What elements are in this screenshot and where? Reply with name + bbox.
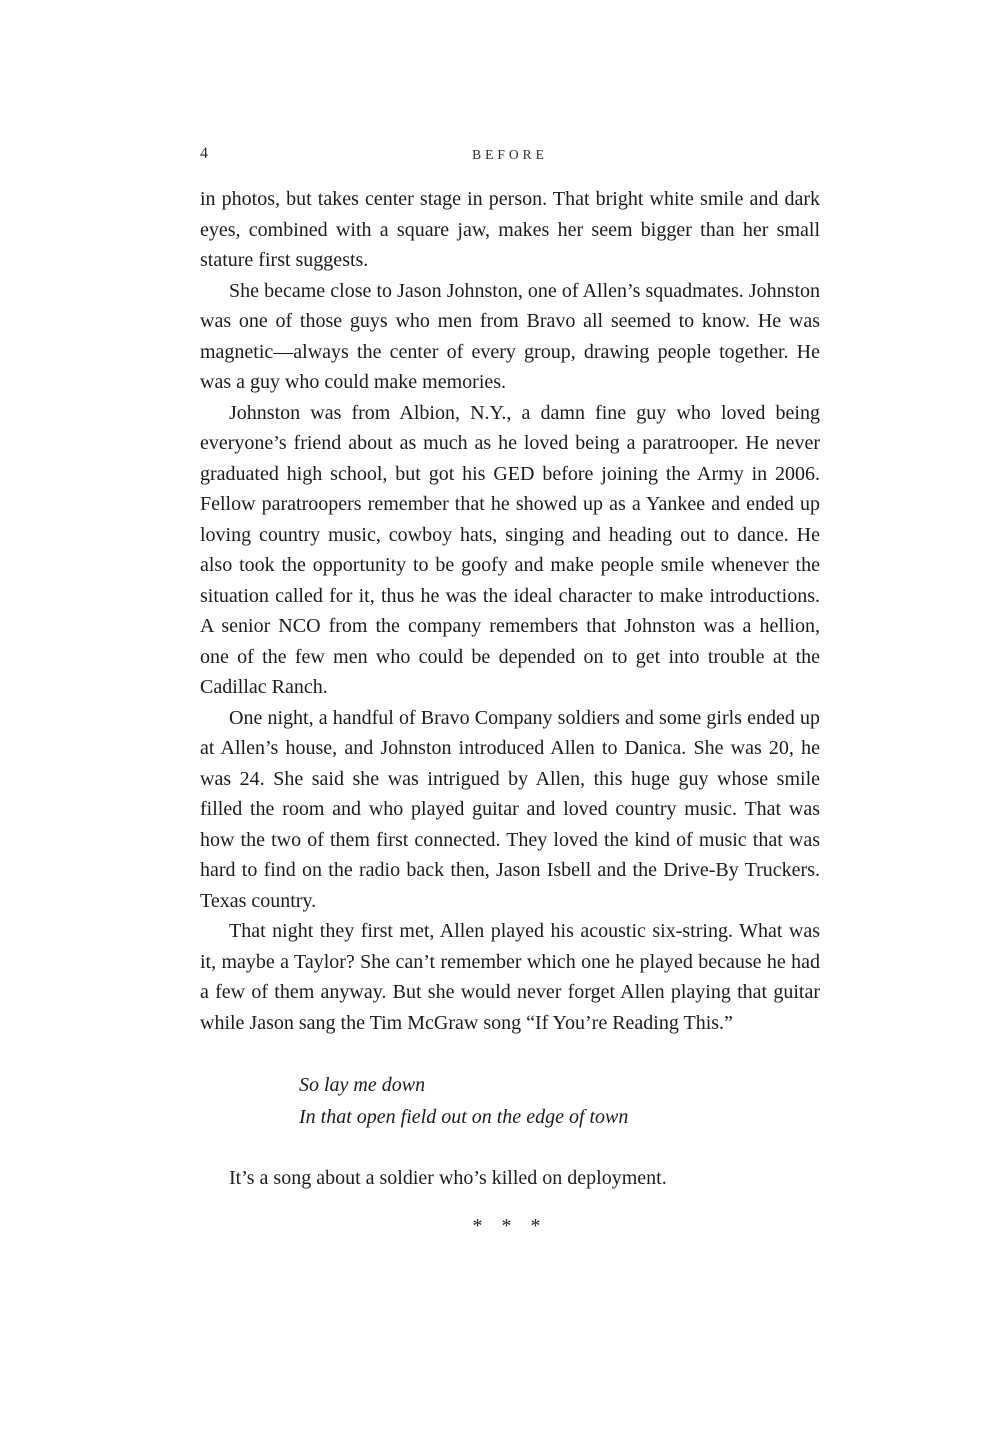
paragraph: One night, a handful of Bravo Company soldiers and some girls ended up at Allen’s house, and Johnston introduced Allen to Danica. She was 20, he was 24. She said she was intrigued by Allen, this huge guy whose smile filled the room and who played guitar and loved country music. That was how the two of them first connected. They loved the kind of music that was hard to find on the radio back then, Jason Isbell and the Drive-By Truckers. Texas country. bbox=[200, 706, 820, 912]
paragraph: That night they first met, Allen played his acoustic six-string. What was it, maybe a Taylor? She can’t remember which one he played because he had a few of them anyway. But she would never forget Allen playing that guitar while Jason sang the Tim McGraw song “If You’re Reading This.” bbox=[200, 920, 820, 1034]
section-break-asterisks: * * * bbox=[472, 1214, 548, 1237]
running-header-title: BEFORE bbox=[472, 147, 548, 162]
body-text bbox=[200, 184, 820, 1241]
paragraph: It’s a song about a soldier who’s killed on deployment. bbox=[229, 1167, 667, 1189]
paragraph: Johnston was from Albion, N.Y., a damn fine guy who loved being everyone’s friend about as much as he loved being a paratrooper. He never graduated high school, but got his GED before joining the Army in 2006. Fellow paratroopers remember that he showed up as a Yankee and ended up loving country music, cowboy hats, singing and heading out to dance. He also took the opportunity to be goofy and make people smile whenever the situation called for it, thus he was the ideal character to make introductions. A senior NCO from the company remembers that Johnston was a hellion, one of the few men who could be depended on to get into trouble at the Cadillac Ranch. bbox=[200, 401, 820, 698]
verse-line: In that open field out on the edge of town bbox=[299, 1106, 629, 1128]
paragraph: She became close to Jason Johnston, one of Allen’s squadmates. Johnston was one of those guys who men from Bravo all seemed to know. He was magnetic—always the center of every group, drawing people together. He was a guy who could make memories. bbox=[200, 279, 820, 393]
verse-quote bbox=[299, 1069, 820, 1133]
page-header bbox=[200, 143, 820, 165]
page-number: 4 bbox=[200, 145, 208, 162]
verse-line: So lay me down bbox=[299, 1074, 426, 1096]
paragraph: in photos, but takes center stage in person. That bright white smile and dark eyes, combined with a square jaw, makes her seem bigger than her small stature first suggests. bbox=[200, 188, 820, 271]
